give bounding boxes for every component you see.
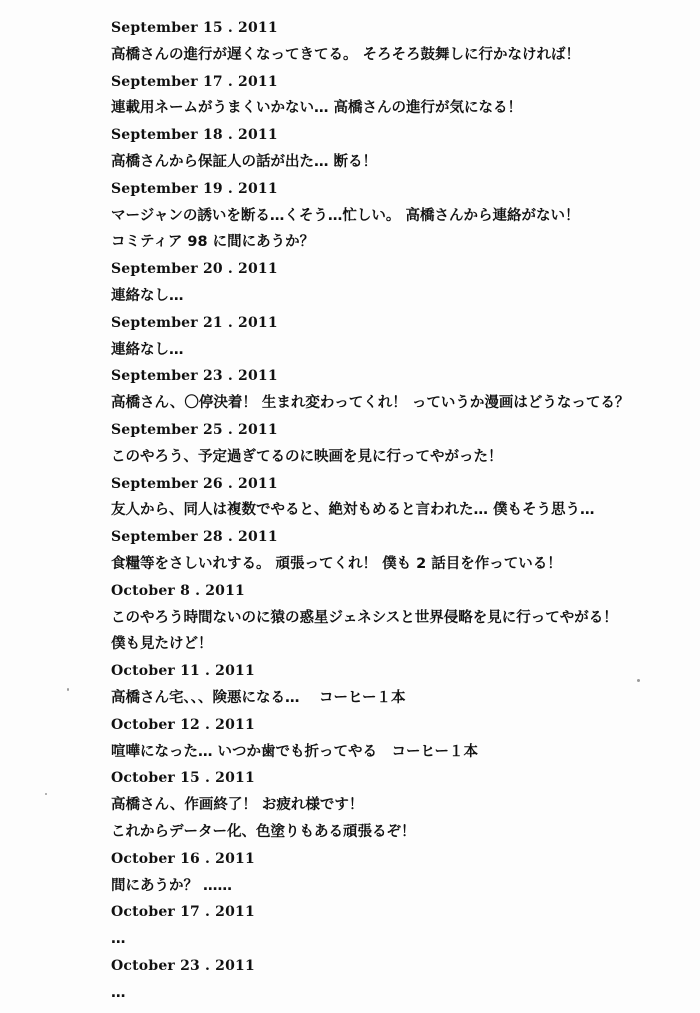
diary-entry	[111, 363, 681, 417]
entry-text: 間にあうか？ ……	[111, 877, 233, 894]
diary-entry	[111, 310, 681, 364]
entry-text: 連絡なし…	[111, 341, 184, 358]
diary-entry	[111, 15, 681, 69]
diary-entry	[111, 578, 681, 658]
entry-text: 連載用ネームがうまくいかない… 高橋さんの進行が気になる！	[111, 100, 523, 117]
entry-text: これからデーター化、色塗りもある頑張るぞ！	[111, 823, 416, 840]
diary-entry	[111, 899, 681, 953]
diary-entry	[111, 765, 681, 845]
entry-text: 友人から、同人は複数でやると、絶対もめると言われた… 僕もそう思う…	[111, 502, 595, 519]
diary-entries	[111, 15, 681, 1006]
entry-text: …	[111, 931, 126, 948]
diary-entry	[111, 712, 681, 766]
scan-speck	[67, 688, 69, 691]
diary-entry	[111, 846, 681, 900]
entry-date: September 25 . 2011	[111, 421, 278, 438]
entry-date: September 28 . 2011	[111, 529, 278, 546]
diary-entry	[111, 658, 681, 712]
entry-date: September 26 . 2011	[111, 475, 278, 492]
entry-date: October 12 . 2011	[111, 716, 255, 733]
entry-text: 高橋さん、〇停決着！ 生まれ変わってくれ！ っていうか漫画はどうなってる？	[111, 395, 630, 412]
entry-text: このやろう時間ないのに猿の惑星ジェネシスと世界侵略を見に行ってやがる！	[111, 609, 618, 626]
entry-date: October 8 . 2011	[111, 582, 245, 599]
entry-text: 高橋さん、作画終了！ お疲れ様です！	[111, 797, 364, 814]
entry-text: このやろう、予定過ぎてるのに映画を見に行ってやがった！	[111, 448, 503, 465]
diary-entry	[111, 176, 681, 256]
diary-entry	[111, 524, 681, 578]
entry-text: 高橋さんから保証人の話が出た… 断る！	[111, 153, 378, 170]
entry-date: September 15 . 2011	[111, 20, 278, 36]
diary-entry	[111, 417, 681, 471]
entry-text: 高橋さんの進行が遅くなってきてる。 そろそろ鼓舞しに行かなければ！	[111, 46, 581, 63]
entry-date: October 16 . 2011	[111, 850, 255, 867]
entry-date: October 23 . 2011	[111, 957, 255, 974]
entry-date: October 15 . 2011	[111, 770, 255, 787]
diary-entry	[111, 953, 681, 1007]
entry-date: October 11 . 2011	[111, 663, 255, 680]
entry-text: 食糧等をさしいれする。 頑張ってくれ！ 僕も 2 話目を作っている！	[111, 555, 562, 572]
diary-entry	[111, 471, 681, 525]
entry-text: 僕も見たけど！	[111, 636, 213, 653]
entry-text: コミティア 98 に間にあうか？	[111, 234, 315, 251]
entry-date: September 23 . 2011	[111, 368, 278, 385]
entry-date: September 17 . 2011	[111, 73, 278, 90]
entry-text: 連絡なし…	[111, 287, 184, 304]
entry-text: …	[111, 984, 126, 1001]
entry-date: September 19 . 2011	[111, 180, 278, 197]
entry-text: 喧嘩になった… いつか歯でも折ってやる コーヒー１本	[111, 743, 478, 760]
entry-date: September 18 . 2011	[111, 127, 278, 144]
scan-speck	[637, 679, 640, 682]
entry-date: September 20 . 2011	[111, 261, 278, 278]
scan-speck	[45, 793, 47, 795]
entry-date: October 17 . 2011	[111, 904, 255, 921]
entry-text: 高橋さん宅、、、険悪になる… コーヒー１本	[111, 689, 406, 706]
diary-entry	[111, 69, 681, 123]
diary-entry	[111, 122, 681, 176]
entry-date: September 21 . 2011	[111, 314, 278, 331]
diary-entry	[111, 256, 681, 310]
entry-text: マージャンの誘いを断る…くそう…忙しい。 高橋さんから連絡がない！	[111, 207, 580, 224]
